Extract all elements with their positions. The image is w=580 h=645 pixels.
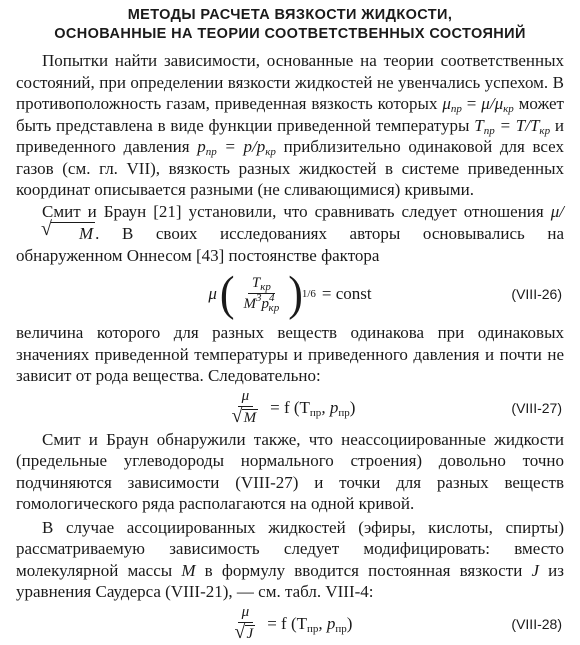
eq26-fraction: $\frac{T_{кр}}{M^3p^4_{кр}}$ — [243, 275, 280, 314]
page — [16, 0, 564, 645]
inline-T-pr: $T_{пр} = T/T_{кр}$ — [474, 115, 551, 137]
p5-text-2: в формулу вводится постоянная вязкости — [195, 560, 532, 580]
paragraph-2 — [16, 201, 564, 267]
eq26-label: (VIII-26) — [511, 286, 562, 302]
eq26-right-paren: ) — [288, 266, 303, 321]
section-title-line-1: МЕТОДЫ РАСЧЕТА ВЯЗКОСТИ ЖИДКОСТИ, — [127, 7, 453, 23]
p1-text-3: и приведенного давления — [16, 115, 564, 156]
eq28-rhs: = f ($T_{пр}$, $p_{пр}$) — [267, 613, 353, 635]
p2-text-2: . В своих исследованиях авторы основывались на обнаруженном Оннесом [43] постоянстве фактора — [16, 224, 564, 265]
section-title — [16, 6, 564, 44]
inline-p-pr: $p_{пр} = p/p_{кр}$ — [197, 137, 276, 158]
p5-text-3: из уравнения Саудерса (VIII-21), — см. табл. VIII-4: — [16, 560, 564, 601]
section-title-line-2: ОСНОВАННЫЕ НА ТЕОРИИ СООТВЕТСТВЕННЫХ СОСТОЯНИЙ — [54, 26, 526, 42]
paragraph-3: величина которого для разных веществ одинакова при одинаковых значениях приведенной температуры и приведенного давления и почти не зависит от рода вещества. Следовательно: — [16, 323, 564, 385]
inline-J: J — [531, 560, 540, 580]
equation-viii-26 — [16, 266, 564, 322]
paragraph-4: Смит и Браун обнаружили также, что неассоциированные жидкости (предельные углеводороды нормального строения) довольно точно подчиняются зависимости (VIII-27) и точки для разных веществ гомологического ряда располагаются на одной кривой. — [16, 429, 564, 513]
eq26-rhs: = const — [321, 284, 372, 303]
paragraph-5 — [16, 517, 564, 603]
inline-M: M — [181, 560, 196, 580]
eq26-mu: μ — [208, 284, 217, 303]
p5-text-1: В случае ассоциированных жидкостей (эфиры, кислоты, спирты) рассматриваемую зависимость следует модифицировать: вместо молекулярной массы — [16, 517, 564, 580]
paragraph-1 — [16, 50, 564, 201]
p2-text-1: Смит и Браун [21] установили, что сравнивать следует отношения — [42, 201, 551, 221]
eq-sign: = — [461, 94, 482, 113]
eq28-fraction: μ √ J — [232, 604, 260, 643]
p1-text-4: приблизительно одинаковой для всех газов (см. гл. VII), вязкость разных жидкостей в системе приведенных координат описывается разными (не сливающимися) кривыми. — [16, 137, 564, 199]
equation-viii-28 — [16, 603, 564, 645]
eq27-fraction: μ √ M — [229, 388, 263, 427]
p1-text-2: может быть представлена в виде функции приведенной температуры — [16, 94, 564, 135]
inline-mu-pr: $\mu_{пр}$ — [442, 94, 462, 115]
equation-viii-27 — [16, 387, 564, 429]
eq26-left-paren: ( — [219, 266, 235, 321]
eq27-label: (VIII-27) — [511, 399, 562, 416]
eq27-rhs: = f ($T_{пр}$, $p_{пр}$) — [270, 397, 356, 419]
inline-mu-over-mukr: $\mu/\mu_{кр}$ — [481, 94, 514, 115]
p1-text-1: Попытки найти зависимости, основанные на теории соответственных состояний, при определении вязкости жидкостей не увенчались успехом. В противоположность газам, приведенная вязкость которых — [16, 51, 564, 113]
eq28-label: (VIII-28) — [511, 615, 562, 632]
eq26-power: 1/6 — [301, 288, 316, 300]
inline-mu-over-sqrtM: μ/√ M — [16, 202, 564, 244]
